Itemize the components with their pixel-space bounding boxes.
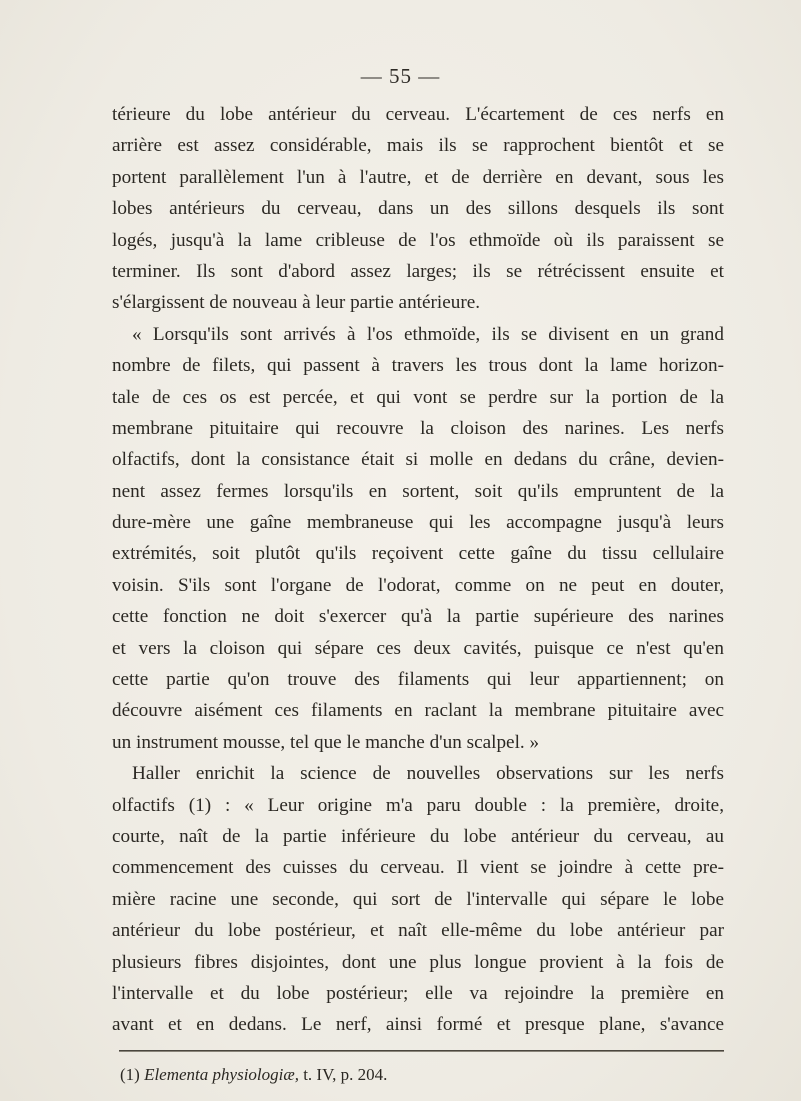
text-line-6: terminer. Ils sont d'abord assez larges; ils se rétrécissent ensuite et bbox=[112, 260, 724, 282]
text-line-8: « Lorsqu'ils sont arrivés à l'os ethmoïde, ils se divisent en un grand bbox=[132, 323, 724, 345]
text-line-27: antérieur du lobe postérieur, et naît elle-même du lobe antérieur par bbox=[112, 920, 724, 942]
footnote bbox=[120, 1064, 387, 1086]
text-line-29: l'intervalle et du lobe postérieur; elle va rejoindre la première en bbox=[112, 982, 724, 1004]
text-line-1: térieure du lobe antérieur du cerveau. L'écartement de ces nerfs en bbox=[112, 104, 724, 125]
footnote-title: Elementa physiologiæ, bbox=[144, 1065, 299, 1084]
text-line-15: extrémités, soit plutôt qu'ils reçoivent cette gaîne du tissu cellulaire bbox=[112, 543, 724, 565]
footnote-number: (1) bbox=[120, 1065, 140, 1084]
text-line-9: nombre de filets, qui passent à travers les trous dont la lame horizon- bbox=[112, 355, 724, 377]
text-line-19: cette partie qu'on trouve des filaments qui leur appartiennent; on bbox=[112, 669, 724, 691]
text-line-23: olfactifs (1) : « Leur origine m'a paru double : la première, droite, bbox=[112, 794, 724, 816]
text-line-5: logés, jusqu'à la lame cribleuse de l'os ethmoïde où ils paraissent se bbox=[112, 229, 724, 251]
body-text bbox=[112, 99, 724, 1041]
text-line-22: Haller enrichit la science de nouvelles observations sur les nerfs bbox=[132, 763, 724, 785]
text-line-7: s'élargissent de nouveau à leur partie antérieure. bbox=[112, 292, 481, 314]
text-line-11: membrane pituitaire qui recouvre la cloison des narines. Les nerfs bbox=[112, 417, 724, 439]
text-line-26: mière racine une seconde, qui sort de l'intervalle qui sépare le lobe bbox=[112, 888, 724, 910]
text-line-3: portent parallèlement l'un à l'autre, et de derrière en devant, sous les bbox=[112, 166, 724, 188]
text-line-12: olfactifs, dont la consistance était si molle en dedans du crâne, devien- bbox=[112, 449, 724, 471]
text-line-2: arrière est assez considérable, mais ils se rapprochent bientôt et se bbox=[112, 135, 724, 157]
text-line-25: commencement des cuisses du cerveau. Il vient se joindre à cette pre- bbox=[112, 857, 724, 879]
text-line-28: plusieurs fibres disjointes, dont une plus longue provient à la fois de bbox=[112, 951, 724, 973]
text-line-30: avant et en dedans. Le nerf, ainsi formé et presque plane, s'avance bbox=[112, 1014, 724, 1036]
text-line-13: nent assez fermes lorsqu'ils en sortent, soit qu'ils empruntent de la bbox=[112, 480, 724, 502]
footnote-rule bbox=[119, 1050, 724, 1052]
footnote-reference: t. IV, p. 204. bbox=[303, 1065, 388, 1084]
text-line-20: découvre aisément ces filaments en raclant la membrane pituitaire avec bbox=[112, 700, 724, 722]
text-line-18: et vers la cloison qui sépare ces deux cavités, puisque ce n'est qu'en bbox=[112, 637, 724, 659]
text-line-17: cette fonction ne doit s'exercer qu'à la partie supérieure des narines bbox=[112, 606, 724, 628]
page-number: — 55 — bbox=[360, 64, 441, 88]
text-line-4: lobes antérieurs du cerveau, dans un des sillons desquels ils sont bbox=[112, 198, 724, 220]
text-line-16: voisin. S'ils sont l'organe de l'odorat, comme on ne peut en douter, bbox=[112, 574, 724, 596]
text-line-10: tale de ces os est percée, et qui vont se perdre sur la portion de la bbox=[112, 386, 724, 408]
text-line-14: dure-mère une gaîne membraneuse qui les accompagne jusqu'à leurs bbox=[112, 512, 724, 534]
text-line-24: courte, naît de la partie inférieure du lobe antérieur du cerveau, au bbox=[112, 825, 724, 847]
text-line-21: un instrument mousse, tel que le manche d'un scalpel. » bbox=[112, 731, 540, 753]
